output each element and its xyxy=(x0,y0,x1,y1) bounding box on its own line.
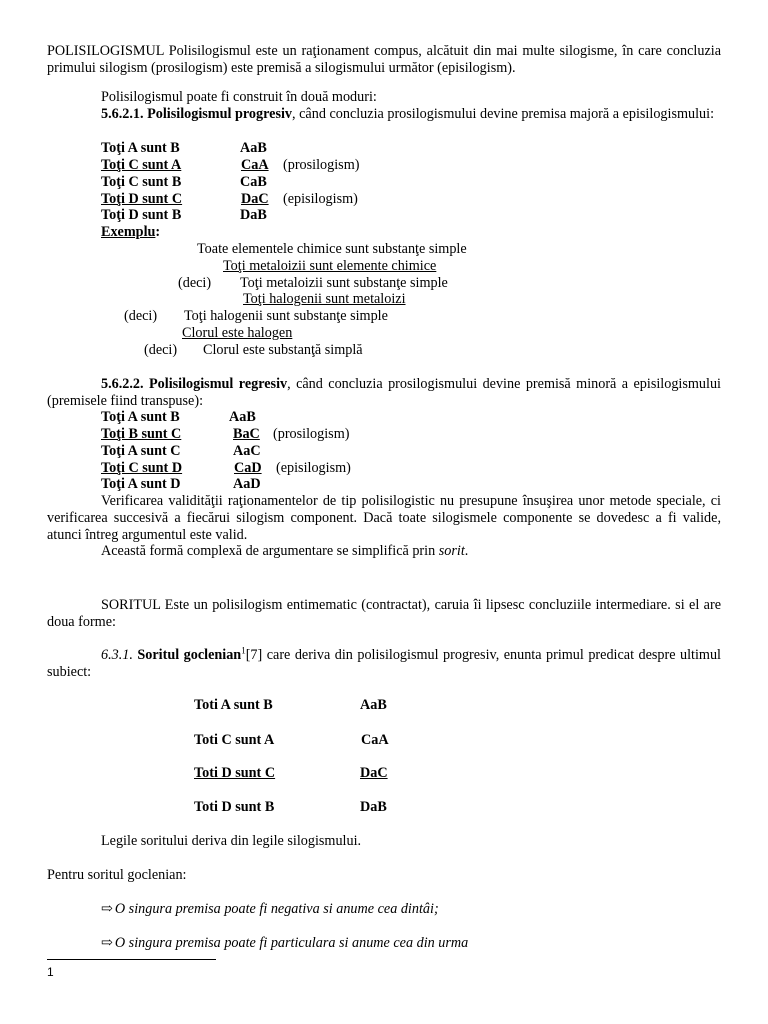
goclenian-prop-1: Toti A sunt B xyxy=(194,697,273,713)
goclenian-formula-2: CaA xyxy=(361,732,389,748)
example-line-1: Toate elementele chimice sunt substanţe simple xyxy=(197,241,467,257)
laws-sentence: Legile soritului deriva din legile silogismului. xyxy=(101,833,362,849)
intro-text: Polisilogismul este un raţionament compus, alcătuit din mai multe silogisme, în care concluzia primului silogism (prosilogism) este premisă a silogismului următor (episilogism). xyxy=(47,43,721,76)
regressive-number: 5.6.2.2. xyxy=(101,376,144,392)
progressive-formula-1: AaB xyxy=(240,140,267,156)
regressive-title: Polisilogismul regresiv xyxy=(149,376,288,392)
progressive-formula-5: DaB xyxy=(240,207,267,223)
regressive-formula-1: AaB xyxy=(229,409,256,425)
progressive-formula-4: DaC xyxy=(241,191,269,207)
soritul-paragraph xyxy=(47,597,721,631)
rule-2: ⇨ O singura premisa poate fi particulara si anume cea din urma xyxy=(101,935,469,951)
regressive-paragraph xyxy=(47,376,721,410)
regressive-formula-5: AaD xyxy=(233,476,261,492)
regressive-prop-1: Toţi A sunt B xyxy=(101,409,180,425)
intro-heading: POLISILOGISMUL xyxy=(47,43,164,59)
progressive-prop-3: Toţi C sunt B xyxy=(101,174,182,190)
progressive-number: 5.6.2.1. xyxy=(101,106,144,122)
arrow-right-icon: ⇨ xyxy=(101,935,113,951)
goclenian-prop-3: Toti D sunt C xyxy=(194,765,276,781)
goclenian-number: 6.3.1. xyxy=(101,647,133,663)
progressive-note-2: (prosilogism) xyxy=(283,157,360,173)
footnote-separator xyxy=(47,959,216,960)
validity-paragraph: Verificarea validităţii raţionamentelor de tip polisilogistic nu presupune însuşirea unor metode speciale, ci verificarea succesivă a fiecărui silogism component. Dacă toate silogismele componente se dovedesc a fi valide, atunci întreg argumentul este valid. xyxy=(47,493,721,543)
regressive-prop-5: Toţi A sunt D xyxy=(101,476,181,492)
regressive-formula-2: BaC xyxy=(233,426,260,442)
example-line-5: Toţi halogenii sunt substanţe simple xyxy=(184,308,388,324)
modes-sentence: Polisilogismul poate fi construit în două moduri: xyxy=(101,89,377,105)
sorit-sentence: Această formă complexă de argumentare se simplifică prin sorit. xyxy=(101,543,469,559)
progressive-formula-3: CaB xyxy=(240,174,267,190)
example-line-2: Toţi metaloizii sunt elemente chimice xyxy=(223,258,437,274)
progressive-title: Polisilogismul progresiv xyxy=(147,106,293,122)
goclenian-paragraph xyxy=(47,647,721,681)
progressive-prop-5: Toţi D sunt B xyxy=(101,207,182,223)
goclenian-prop-4: Toti D sunt B xyxy=(194,799,275,815)
regressive-prop-3: Toţi A sunt C xyxy=(101,443,181,459)
progressive-paragraph xyxy=(47,106,721,123)
goclenian-formula-4: DaB xyxy=(360,799,387,815)
regressive-note-2: (prosilogism) xyxy=(273,426,350,442)
progressive-note-4: (episilogism) xyxy=(283,191,358,207)
regressive-prop-4: Toţi C sunt D xyxy=(101,460,183,476)
regressive-text: , când concluzia prosilogismului devine premisă minoră a episilogismului (premisele fiind transpuse): xyxy=(47,376,721,409)
rule-1: ⇨ O singura premisa poate fi negativa si anume cea dintâi; xyxy=(101,901,439,917)
regressive-note-4: (episilogism) xyxy=(276,460,351,476)
regressive-prop-2: Toţi B sunt C xyxy=(101,426,182,442)
progressive-prop-4: Toţi D sunt C xyxy=(101,191,183,207)
progressive-text: , când concluzia prosilogismului devine premisa majoră a episilogismului: xyxy=(292,106,715,122)
intro-paragraph xyxy=(47,43,721,77)
for-goclenian-label: Pentru soritul goclenian: xyxy=(47,867,187,883)
goclenian-formula-3: DaC xyxy=(360,765,388,781)
example-line-4: Toţi halogenii sunt metaloizi xyxy=(243,291,406,307)
example-label: Exemplu: xyxy=(101,224,161,240)
goclenian-formula-1: AaB xyxy=(360,697,387,713)
progressive-prop-1: Toţi A sunt B xyxy=(101,140,180,156)
example-line-7: Clorul este substanţă simplă xyxy=(203,342,363,358)
footnote-number: 1 xyxy=(47,965,54,979)
example-line-3: Toţi metaloizii sunt substanţe simple xyxy=(240,275,448,291)
regressive-formula-3: AaC xyxy=(233,443,261,459)
example-deci-2: (deci) xyxy=(124,308,158,324)
progressive-formula-2: CaA xyxy=(241,157,269,173)
goclenian-title: Soritul goclenian xyxy=(132,647,242,663)
example-deci-1: (deci) xyxy=(178,275,212,291)
arrow-right-icon: ⇨ xyxy=(101,901,113,917)
footnote-ref[interactable]: 1 xyxy=(241,645,246,656)
example-deci-3: (deci) xyxy=(144,342,178,358)
regressive-formula-4: CaD xyxy=(234,460,262,476)
goclenian-text: [7] care deriva din polisilogismul progresiv, enunta primul predicat despre ultimul subiect: xyxy=(47,647,721,680)
progressive-prop-2: Toţi C sunt A xyxy=(101,157,182,173)
goclenian-prop-2: Toti C sunt A xyxy=(194,732,275,748)
soritul-heading: SORITUL xyxy=(101,597,161,613)
example-line-6: Clorul este halogen xyxy=(182,325,293,341)
soritul-text: Este un polisilogism entimematic (contractat), caruia îi lipsesc concluziile intermediare. si el are doua forme: xyxy=(47,597,721,630)
